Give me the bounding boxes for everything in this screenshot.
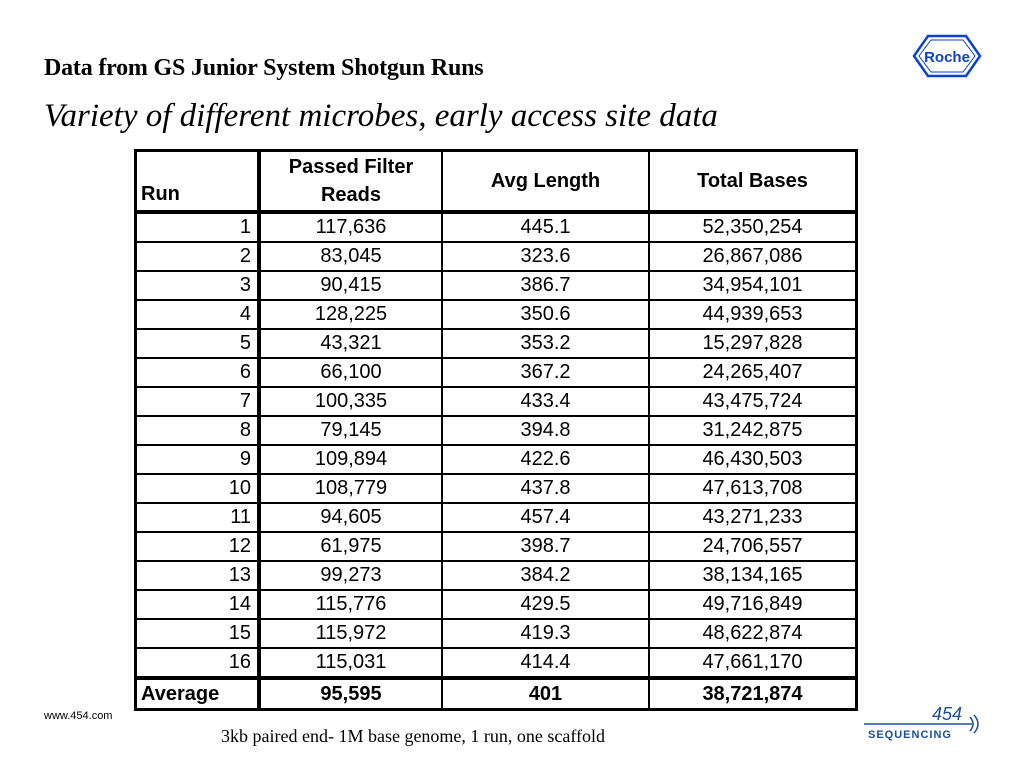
cell-avg-length: 394.8: [442, 416, 649, 445]
table-body: [136, 212, 857, 710]
cell-avg-length: 384.2: [442, 561, 649, 590]
cell-avg-length: 437.8: [442, 474, 649, 503]
cell-avg-length: 386.7: [442, 271, 649, 300]
cell-reads: 79,145: [259, 416, 442, 445]
average-row: [136, 678, 857, 710]
cell-reads: 115,776: [259, 590, 442, 619]
cell-reads: 109,894: [259, 445, 442, 474]
table-row: [136, 212, 857, 242]
cell-run: 7: [136, 387, 260, 416]
cell-total-bases: 47,613,708: [649, 474, 857, 503]
cell-total-bases: 47,661,170: [649, 648, 857, 678]
cell-avg-length: 429.5: [442, 590, 649, 619]
cell-total-bases: 15,297,828: [649, 329, 857, 358]
table-row: [136, 242, 857, 271]
cell-reads: 128,225: [259, 300, 442, 329]
cell-reads: 66,100: [259, 358, 442, 387]
cell-total-bases: 43,271,233: [649, 503, 857, 532]
table-row: [136, 445, 857, 474]
cell-run: 14: [136, 590, 260, 619]
cell-run: 8: [136, 416, 260, 445]
cell-reads: 108,779: [259, 474, 442, 503]
cell-reads: 61,975: [259, 532, 442, 561]
cell-total-bases: 52,350,254: [649, 212, 857, 242]
cell-run: 4: [136, 300, 260, 329]
cell-run: 12: [136, 532, 260, 561]
cell-run: 11: [136, 503, 260, 532]
table-row: [136, 387, 857, 416]
table-header-row: [136, 151, 857, 213]
cell-reads: 100,335: [259, 387, 442, 416]
average-cell-run: Average: [136, 678, 260, 710]
cell-total-bases: 49,716,849: [649, 590, 857, 619]
cell-avg-length: 350.6: [442, 300, 649, 329]
cell-avg-length: 353.2: [442, 329, 649, 358]
cell-run: 6: [136, 358, 260, 387]
cell-avg-length: 414.4: [442, 648, 649, 678]
cell-avg-length: 419.3: [442, 619, 649, 648]
cell-avg-length: 433.4: [442, 387, 649, 416]
cell-total-bases: 43,475,724: [649, 387, 857, 416]
table-row: [136, 561, 857, 590]
cell-reads: 43,321: [259, 329, 442, 358]
table-row: [136, 358, 857, 387]
cell-avg-length: 457.4: [442, 503, 649, 532]
cell-avg-length: 398.7: [442, 532, 649, 561]
cell-run: 3: [136, 271, 260, 300]
slide-title: Data from GS Junior System Shotgun Runs: [44, 55, 484, 81]
footnote: 3kb paired end- 1M base genome, 1 run, one scaffold: [221, 726, 606, 746]
454-sequencing-logo-icon: [862, 700, 982, 746]
cell-run: 15: [136, 619, 260, 648]
table-row: [136, 329, 857, 358]
cell-total-bases: 48,622,874: [649, 619, 857, 648]
table-row: [136, 300, 857, 329]
slide-subtitle: Variety of different microbes, early access site data: [44, 98, 718, 134]
cell-avg-length: 367.2: [442, 358, 649, 387]
table-row: [136, 474, 857, 503]
cell-run: 1: [136, 212, 260, 242]
header-reads-line1: Passed Filter: [288, 156, 414, 178]
cell-total-bases: 24,265,407: [649, 358, 857, 387]
cell-run: 13: [136, 561, 260, 590]
seq-logo-word: SEQUENCING: [868, 729, 952, 741]
average-cell-total-bases: 38,721,874: [649, 678, 857, 710]
cell-total-bases: 34,954,101: [649, 271, 857, 300]
cell-reads: 117,636: [259, 212, 442, 242]
average-cell-avg-length: 401: [442, 678, 649, 710]
cell-total-bases: 46,430,503: [649, 445, 857, 474]
cell-total-bases: 44,939,653: [649, 300, 857, 329]
header-total-bases: Total Bases: [649, 151, 857, 213]
cell-run: 5: [136, 329, 260, 358]
table-row: [136, 416, 857, 445]
roche-logo-icon: [912, 34, 982, 78]
cell-run: 2: [136, 242, 260, 271]
table-row: [136, 648, 857, 678]
seq-logo-number: 454: [932, 704, 963, 724]
cell-reads: 94,605: [259, 503, 442, 532]
footer-url: www.454.com: [44, 710, 113, 722]
table-row: [136, 590, 857, 619]
cell-total-bases: 26,867,086: [649, 242, 857, 271]
table-row: [136, 619, 857, 648]
cell-reads: 115,972: [259, 619, 442, 648]
roche-logo-text: Roche: [924, 49, 970, 66]
table-row: [136, 271, 857, 300]
cell-avg-length: 323.6: [442, 242, 649, 271]
cell-reads: 90,415: [259, 271, 442, 300]
header-passed-filter-reads: [259, 151, 442, 213]
cell-run: 9: [136, 445, 260, 474]
table-row: [136, 532, 857, 561]
runs-table: [134, 149, 858, 711]
cell-total-bases: 38,134,165: [649, 561, 857, 590]
cell-avg-length: 445.1: [442, 212, 649, 242]
cell-total-bases: 31,242,875: [649, 416, 857, 445]
average-cell-reads: 95,595: [259, 678, 442, 710]
cell-total-bases: 24,706,557: [649, 532, 857, 561]
cell-reads: 83,045: [259, 242, 442, 271]
cell-run: 16: [136, 648, 260, 678]
cell-reads: 99,273: [259, 561, 442, 590]
cell-run: 10: [136, 474, 260, 503]
header-reads-line2: Reads: [320, 184, 382, 206]
header-run: Run: [136, 151, 260, 213]
table-row: [136, 503, 857, 532]
cell-reads: 115,031: [259, 648, 442, 678]
header-avg-length: Avg Length: [442, 151, 649, 213]
cell-avg-length: 422.6: [442, 445, 649, 474]
